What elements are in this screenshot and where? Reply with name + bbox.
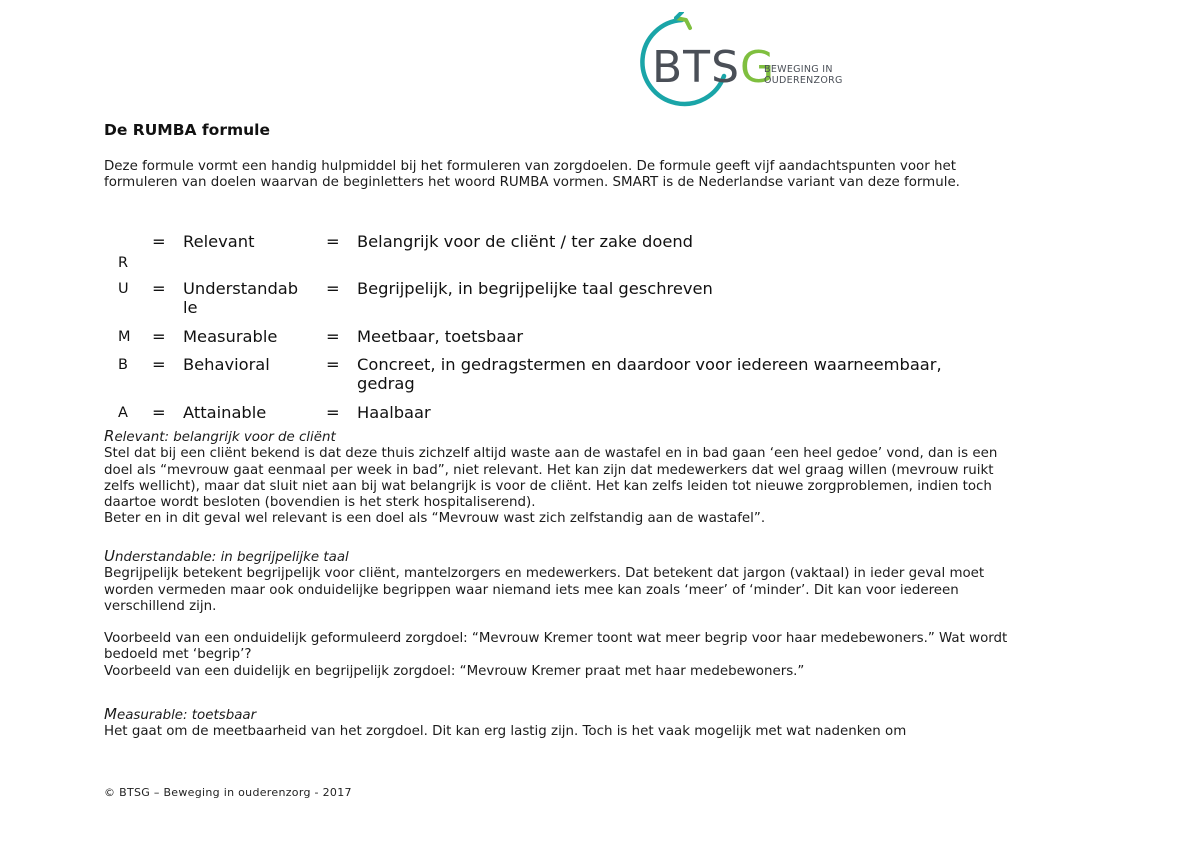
equals-sign: = (152, 355, 166, 374)
rumba-letter: M (118, 329, 131, 345)
page-footer: © BTSG – Beweging in ouderenzorg - 2017 (104, 786, 352, 799)
page-title: De RUMBA formule (104, 121, 270, 139)
section-heading-text: nderstandable: in begrijpelijke taal (114, 550, 349, 565)
rumba-term: Measurable (183, 327, 278, 346)
section-understandable (104, 548, 1024, 680)
section-heading-text: easurable: toetsbaar (116, 708, 257, 723)
logo-wordmark-accent: G (740, 42, 776, 93)
rumba-term: Behavioral (183, 355, 270, 374)
equals-sign: = (152, 279, 166, 298)
section-relevant (104, 428, 1024, 528)
rumba-letter: A (118, 405, 128, 421)
section-paragraph: Beter en in dit geval wel relevant is een doel als “Mevrouw wast zich zelfstandig aan de wastafel”. (104, 511, 766, 527)
rumba-definition: Haalbaar (357, 403, 431, 422)
section-paragraph: Het gaat om de meetbaarheid van het zorgdoel. Dit kan erg lastig zijn. Toch is het vaak mogelijk met wat nadenken om (104, 724, 907, 740)
rumba-term: Relevant (183, 232, 255, 251)
equals-sign: = (152, 403, 166, 422)
equals-sign: = (326, 232, 340, 251)
section-heading-initial: M (104, 705, 117, 723)
section-measurable (104, 706, 1024, 741)
logo-wordmark (652, 42, 776, 93)
logo-tagline-line1: BEWEGING IN (764, 64, 833, 75)
equals-sign: = (326, 355, 340, 374)
rumba-term: Understandable (183, 279, 299, 317)
rumba-definition: Belangrijk voor de cliënt / ter zake doend (357, 232, 693, 251)
logo-wordmark-main: BTS (652, 42, 740, 93)
section-heading-initial: U (104, 547, 115, 565)
section-paragraph: Voorbeeld van een duidelijk en begrijpelijk zorgdoel: “Mevrouw Kremer praat met haar medebewoners.” (104, 663, 805, 679)
rumba-definition: Concreet, in gedragstermen en daardoor voor iedereen waarneembaar, gedrag (357, 355, 942, 393)
rumba-letter: B (118, 357, 128, 373)
section-heading (104, 706, 1024, 724)
rumba-definition: Meetbaar, toetsbaar (357, 327, 524, 346)
logo-tagline (764, 64, 854, 86)
section-paragraph: Stel dat bij een cliënt bekend is dat deze thuis zichzelf altijd waste aan de wastafel en in bad gaan ‘een heel gedoe’ vond, dan is een doel als “mevrouw gaat eenmaal per week in bad”, niet relevant. Het kan zijn dat medewerkers dat wel graag willen (mevrouw ruikt zelfs wellicht), maar dat sluit niet aan bij wat belangrijk is voor de cliënt. Het kan zelfs leiden tot nieuwe zorgproblemen, indien toch daartoe wordt besloten (bovendien is het sterk hospitaliserend). (104, 446, 998, 511)
equals-sign: = (326, 403, 340, 422)
intro-paragraph: Deze formule vormt een handig hulpmiddel bij het formuleren van zorgdoelen. De formule geeft vijf aandachtspunten voor het formuleren van doelen waarvan de beginletters het woord RUMBA vormen. SMART is de Nederlandse variant van deze formule. (104, 159, 960, 191)
section-heading-text: elevant: belangrijk voor de cliënt (114, 430, 336, 445)
rumba-letter: U (118, 281, 129, 297)
rumba-definition: Begrijpelijk, in begrijpelijke taal geschreven (357, 279, 713, 298)
section-paragraph: Voorbeeld van een onduidelijk geformuleerd zorgdoel: “Mevrouw Kremer toont wat meer begrip voor haar medebewoners.” Wat wordt bedoeld met ‘begrip’? (104, 631, 1008, 663)
equals-sign: = (152, 327, 166, 346)
rumba-letter: R (118, 255, 129, 271)
equals-sign: = (326, 327, 340, 346)
section-paragraph: Begrijpelijk betekent begrijpelijk voor cliënt, mantelzorgers en medewerkers. Dat betekent dat jargon (vaktaal) in ieder geval moet worden vermeden maar ook onduidelijke begrippen waar niemand iets mee kan zoals ‘meer’ of ‘minder’. Dit kan voor iedereen verschillend zijn. (104, 566, 985, 614)
rumba-term: Attainable (183, 403, 267, 422)
section-heading (104, 428, 1024, 446)
btsg-logo (632, 12, 852, 108)
logo-tagline-line2: OUDERENZORG (764, 75, 843, 86)
equals-sign: = (326, 279, 340, 298)
section-heading-initial: R (104, 427, 115, 445)
section-heading (104, 548, 1024, 566)
equals-sign: = (152, 232, 166, 251)
